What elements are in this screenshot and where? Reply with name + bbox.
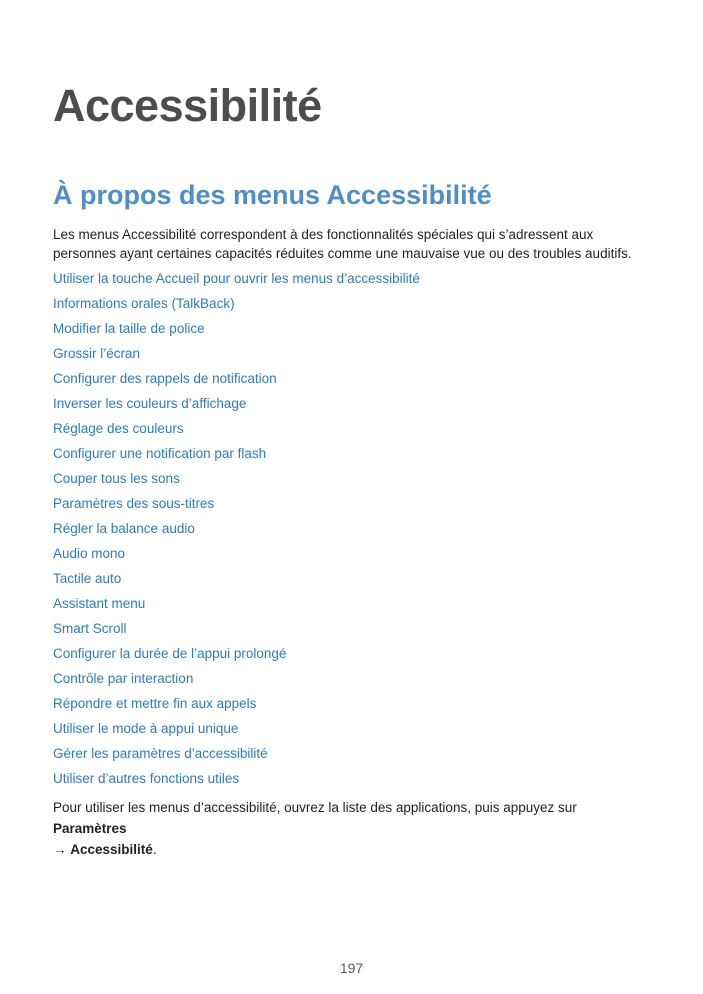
- topic-link[interactable]: Couper tous les sons: [53, 471, 180, 486]
- topic-link-list: [53, 270, 420, 795]
- topic-link[interactable]: Assistant menu: [53, 596, 146, 611]
- topic-link[interactable]: Informations orales (TalkBack): [53, 296, 235, 311]
- topic-link[interactable]: Audio mono: [53, 546, 126, 561]
- topic-link[interactable]: Utiliser la touche Accueil pour ouvrir les menus d’accessibilité: [53, 271, 420, 286]
- intro-paragraph: Les menus Accessibilité correspondent à des fonctionnalités spéciales qui s’adressent aux personnes ayant certaines capacités réduites comme une mauvaise vue ou des troubles auditifs.: [53, 227, 632, 261]
- topic-link[interactable]: Tactile auto: [53, 571, 122, 586]
- closing-text: Pour utiliser les menus d’accessibilité, ouvrez la liste des applications, puis appuyez sur: [53, 800, 577, 815]
- topic-link[interactable]: Répondre et mettre fin aux appels: [53, 696, 257, 711]
- topic-link[interactable]: Régler la balance audio: [53, 521, 195, 536]
- topic-link[interactable]: Modifier la taille de police: [53, 321, 205, 336]
- topic-link[interactable]: Utiliser le mode à appui unique: [53, 721, 239, 736]
- arrow-icon: →: [53, 842, 67, 857]
- closing-period: .: [152, 842, 157, 857]
- topic-link[interactable]: Utiliser d’autres fonctions utiles: [53, 771, 240, 786]
- menu-path-settings: Paramètres: [53, 821, 127, 836]
- topic-link[interactable]: Configurer une notification par flash: [53, 446, 267, 461]
- topic-link[interactable]: Grossir l’écran: [53, 346, 141, 361]
- topic-link[interactable]: Inverser les couleurs d’affichage: [53, 396, 247, 411]
- page-number: 197: [339, 960, 364, 976]
- topic-link[interactable]: Contrôle par interaction: [53, 671, 194, 686]
- topic-link[interactable]: Réglage des couleurs: [53, 421, 184, 436]
- topic-link[interactable]: Gérer les paramètres d’accessibilité: [53, 746, 268, 761]
- chapter-title: Accessibilité: [53, 80, 322, 131]
- topic-link[interactable]: Configurer la durée de l’appui prolongé: [53, 646, 287, 661]
- topic-link[interactable]: Paramètres des sous-titres: [53, 496, 215, 511]
- closing-paragraph: [53, 797, 653, 860]
- menu-path-accessibility: Accessibilité: [70, 842, 153, 857]
- section-title: À propos des menus Accessibilité: [53, 180, 492, 210]
- topic-link[interactable]: Smart Scroll: [53, 621, 127, 636]
- topic-link[interactable]: Configurer des rappels de notification: [53, 371, 277, 386]
